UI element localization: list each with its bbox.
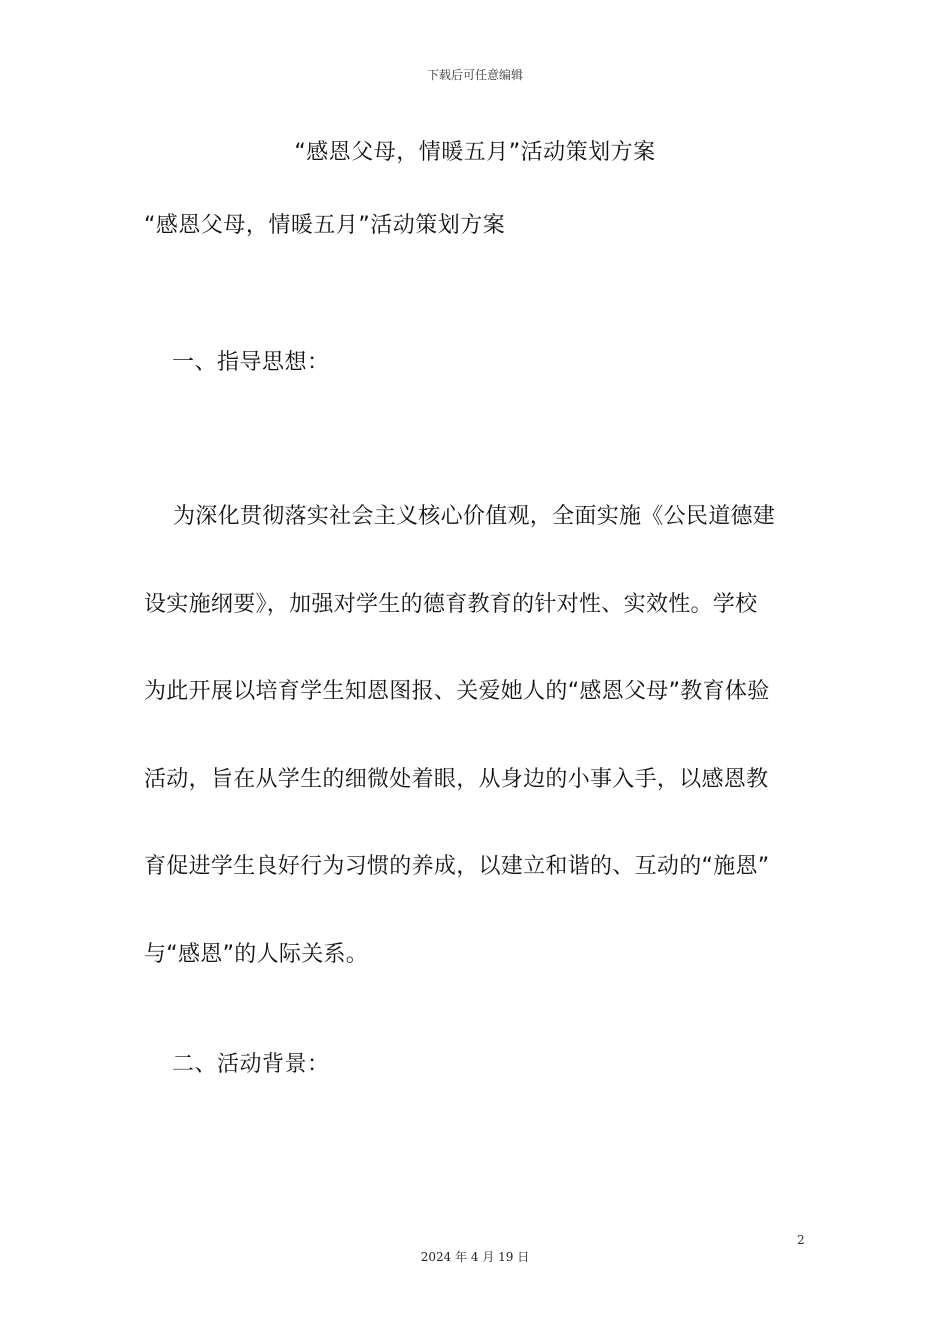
footer-date: 2024 年 4 月 19 日 [420, 1250, 530, 1264]
paragraph-line: 为此开展以培育学生知恩图报、关爱她人的“感恩父母”教育体验 [144, 679, 770, 704]
paragraph-line: 为深化贯彻落实社会主义核心价值观，全面实施《公民道德建 [173, 504, 776, 529]
document-subtitle: “感恩父母，情暖五月”活动策划方案 [144, 213, 506, 238]
document-title: “感恩父母，情暖五月”活动策划方案 [294, 140, 656, 165]
paragraph-line: 活动，旨在从学生的细微处着眼，从身边的小事入手，以感恩教 [144, 766, 769, 792]
page-number: 2 [797, 1233, 805, 1247]
paragraph-line: 育促进学生良好行为习惯的养成，以建立和谐的、互动的“施恩” [144, 854, 770, 879]
header-note: 下载后可任意编辑 [426, 68, 523, 82]
guiding-ideology-paragraph [144, 473, 808, 998]
paragraph-line: 设实施纲要》，加强对学生的德育教育的针对性、实效性。学校 [144, 591, 758, 617]
paragraph-line: 与“感恩”的人际关系。 [144, 941, 369, 967]
section-heading-guiding-ideology: 一、指导思想： [172, 350, 330, 375]
section-heading-activity-background: 二、活动背景： [172, 1052, 330, 1077]
